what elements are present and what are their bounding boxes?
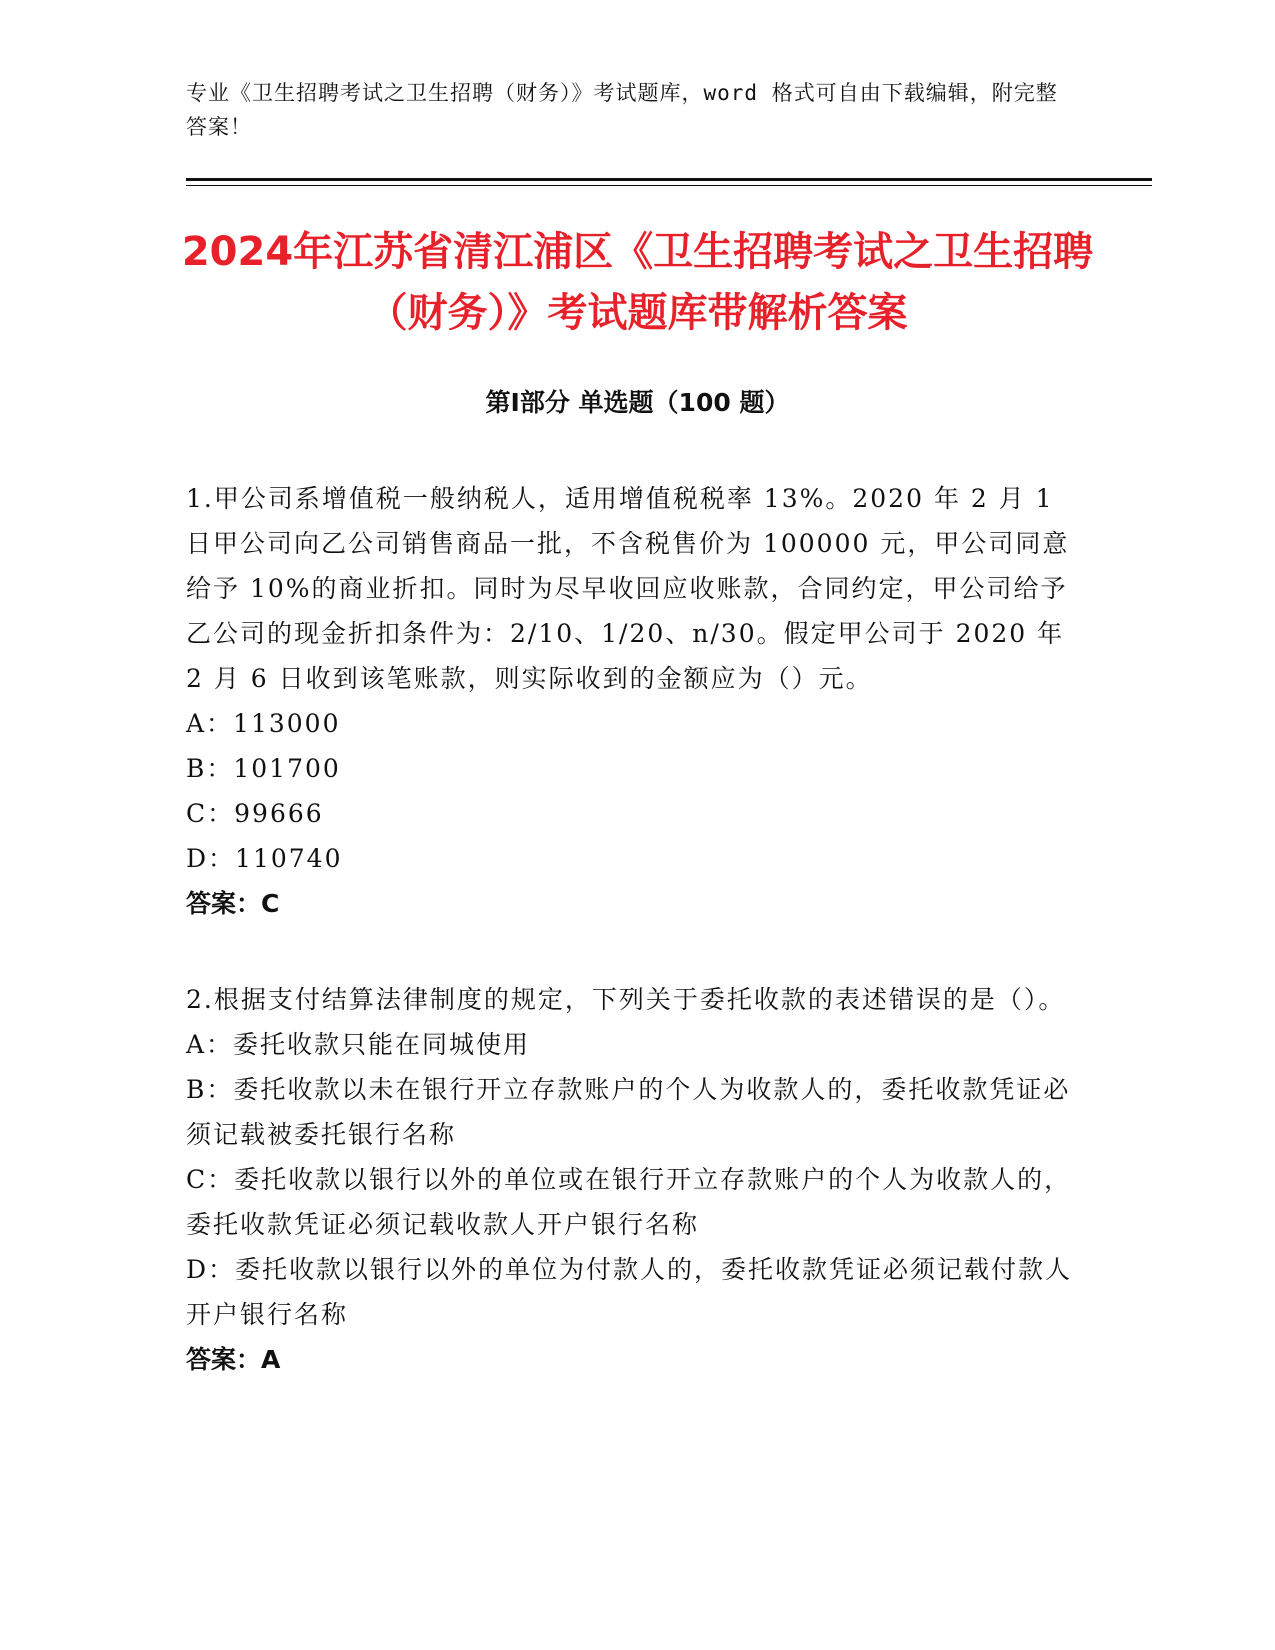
option-c: C：99666 bbox=[186, 799, 324, 828]
option-b: B：委托收款以未在银行开立存款账户的个人为收款人的，委托收款凭证必须记载被委托银行名称 bbox=[186, 1075, 1071, 1149]
option-c: C：委托收款以银行以外的单位或在银行开立存款账户的个人为收款人的，委托收款凭证必须记载收款人开户银行名称 bbox=[186, 1165, 1072, 1239]
answer-label: 答案：A bbox=[186, 1345, 281, 1374]
option-d: D：委托收款以银行以外的单位为付款人的，委托收款凭证必须记载付款人开户银行名称 bbox=[186, 1255, 1073, 1329]
answer-label: 答案：C bbox=[186, 889, 280, 918]
option-a: A：113000 bbox=[186, 709, 341, 738]
question-stem: 2.根据支付结算法律制度的规定，下列关于委托收款的表述错误的是（）。 bbox=[186, 985, 1066, 1014]
option-a: A：委托收款只能在同城使用 bbox=[186, 1030, 531, 1059]
question-stem: 1.甲公司系增值税一般纳税人，适用增值税税率 13%。2020 年 2 月 1 日甲公司向乙公司销售商品一批，不含税售价为 100000 元，甲公司同意给予 10%的商业折扣。同时为尽早收回应收账款，合同约定，甲公司给予乙公司的现金折扣条件为：2/10、1/20、n/30。假定甲公司于 2020 年 2 月 6 日收到该笔账款，则实际收到的金额应为（）元。 bbox=[186, 484, 1070, 693]
option-b: B：101700 bbox=[186, 754, 341, 783]
document-title: 2024年江苏省清江浦区《卫生招聘考试之卫生招聘（财务）》考试题库带解析答案 bbox=[181, 229, 1094, 336]
option-d: D：110740 bbox=[186, 844, 343, 873]
section-title: 第Ⅰ部分 单选题（100 题） bbox=[485, 388, 790, 417]
question-2 bbox=[186, 977, 1076, 1382]
header-divider-thick bbox=[186, 178, 1152, 181]
header-divider-thin bbox=[186, 185, 1152, 186]
question-1 bbox=[186, 476, 1076, 926]
header-note: 专业《卫生招聘考试之卫生招聘（财务）》考试题库，word 格式可自由下载编辑，附完整答案！ bbox=[186, 81, 1058, 139]
